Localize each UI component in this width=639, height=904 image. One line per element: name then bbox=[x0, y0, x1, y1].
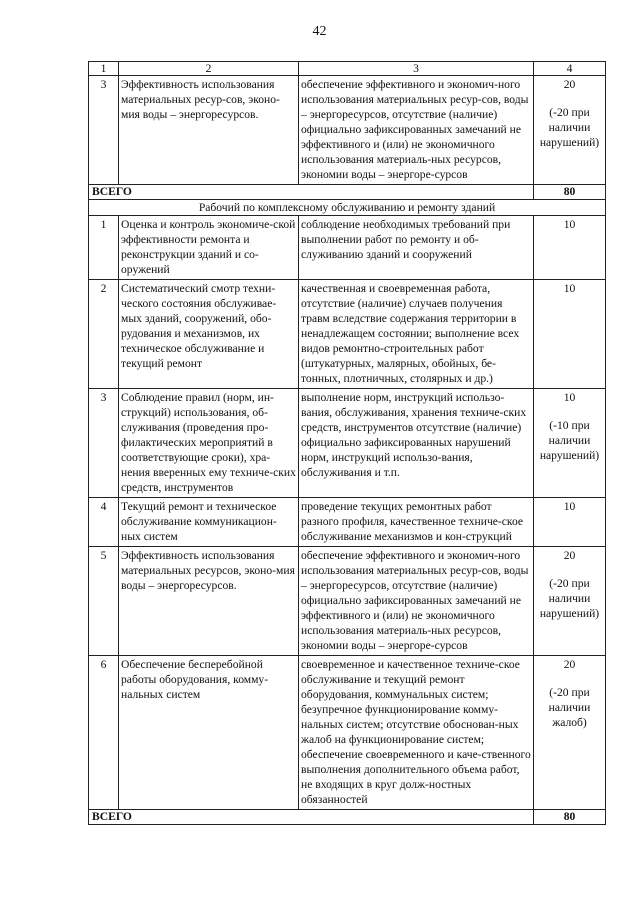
row-number: 1 bbox=[89, 216, 119, 280]
table-row bbox=[89, 280, 606, 389]
indicator-cell: выполнение норм, инструкций использо-вания, обслуживания, хранения техниче-ских средств, инструментов отсутствие (наличие) официально зафиксированных нарушений норм, инструкций использо-вания, обслуживания и т.п. bbox=[299, 389, 534, 498]
points-cell bbox=[534, 216, 606, 280]
indicator-cell: обеспечение эффективного и экономич-ного использования материальных ресур-сов, воды – энергоресурсов, отсутствие (наличие) официально зафиксированных замечаний не эффективного и (или) не экономичного использования материаль-ных ресурсов, экономии воды – энергоре-сурсов bbox=[299, 547, 534, 656]
points-value: 20 bbox=[563, 78, 576, 91]
row-number: 3 bbox=[89, 76, 119, 185]
points-cell bbox=[534, 547, 606, 656]
criteria-table bbox=[88, 61, 606, 825]
row-number: 4 bbox=[89, 498, 119, 547]
points-cell bbox=[534, 76, 606, 185]
points-value: 10 bbox=[563, 391, 576, 404]
points-cell bbox=[534, 656, 606, 810]
points-value: 10 bbox=[563, 282, 576, 295]
criterion-cell: Соблюдение правил (норм, ин-струкций) использования, об-служивания (проведения про-филактических мероприятий в соответствующие сроки), хра-нения вверенных ему техниче-ских средств, инструментов bbox=[119, 389, 299, 498]
points-value: 10 bbox=[563, 218, 576, 231]
row-number: 5 bbox=[89, 547, 119, 656]
column-number: 1 bbox=[89, 62, 119, 76]
indicator-cell: обеспечение эффективного и экономич-ного использования материальных ресур-сов, воды – энергоресурсов, отсутствие (наличие) официально зафиксированных замечаний не эффективного и (или) не экономичного использования материаль-ных ресурсов, экономии воды – энергоре-сурсов bbox=[299, 76, 534, 185]
points-cell bbox=[534, 280, 606, 389]
column-number: 2 bbox=[119, 62, 299, 76]
total-value: 80 bbox=[534, 810, 606, 825]
column-number: 3 bbox=[299, 62, 534, 76]
points-value: 10 bbox=[563, 500, 576, 513]
column-number: 4 bbox=[534, 62, 606, 76]
page-number: 42 bbox=[312, 24, 327, 39]
indicator-cell: своевременное и качественное техниче-ское обслуживание и текущий ремонт оборудования, коммунальных систем; безупречное функционирование комму-нальных систем; отсутствие обоснован-ных жалоб на функционирование систем; обеспечение своевременного и каче-ственного выполнения дополнительного объема работ, не входящих в круг долж-ностных обязанностей bbox=[299, 656, 534, 810]
criterion-cell: Обеспечение бесперебойной работы оборудования, комму-нальных систем bbox=[119, 656, 299, 810]
points-note: (-10 при наличии нарушений) bbox=[539, 419, 600, 462]
table-row bbox=[89, 389, 606, 498]
points-note: (-20 при наличии нарушений) bbox=[539, 577, 600, 620]
total-row bbox=[89, 185, 606, 200]
points-value: 20 bbox=[563, 658, 576, 671]
table-row bbox=[89, 547, 606, 656]
criterion-cell: Текущий ремонт и техническое обслуживание коммуникацион-ных систем bbox=[119, 498, 299, 547]
indicator-cell: соблюдение необходимых требований при выполнении работ по ремонту и об-служиванию зданий и сооружений bbox=[299, 216, 534, 280]
criterion-cell: Оценка и контроль экономиче-ской эффективности ремонта и реконструкции зданий и со-оружений bbox=[119, 216, 299, 280]
row-number: 3 bbox=[89, 389, 119, 498]
table-row bbox=[89, 216, 606, 280]
column-number-header bbox=[89, 62, 606, 76]
row-number: 2 bbox=[89, 280, 119, 389]
criterion-cell: Эффективность использования материальных ресурсов, эконо-мия воды – энергоресурсов. bbox=[119, 547, 299, 656]
points-note: (-20 при наличии нарушений) bbox=[539, 106, 600, 149]
criterion-cell: Эффективность использования материальных ресур-сов, эконо-мия воды – энергоресурсов. bbox=[119, 76, 299, 185]
section-title: Рабочий по комплексному обслуживанию и ремонту зданий bbox=[89, 200, 606, 216]
total-label: ВСЕГО bbox=[89, 185, 534, 200]
total-value: 80 bbox=[534, 185, 606, 200]
points-cell bbox=[534, 389, 606, 498]
total-row bbox=[89, 810, 606, 825]
section-heading-row bbox=[89, 200, 606, 216]
table-row bbox=[89, 76, 606, 185]
indicator-cell: качественная и своевременная работа, отсутствие (наличие) случаев получения травм вследствие содержания территории в ненадлежащем состоянии; выполнение всех видов ремонтно-строительных работ (штукатурных, малярных, обойных, бе-тонных, плотничных, столярных и др.) bbox=[299, 280, 534, 389]
table-row bbox=[89, 656, 606, 810]
points-note: (-20 при наличии жалоб) bbox=[548, 686, 591, 729]
points-cell bbox=[534, 498, 606, 547]
criterion-cell: Систематический смотр техни-ческого состояния обслуживае-мых зданий, сооружений, обо-рудования и механизмов, их техническое обслуживание и текущий ремонт bbox=[119, 280, 299, 389]
points-value: 20 bbox=[563, 549, 576, 562]
row-number: 6 bbox=[89, 656, 119, 810]
indicator-cell: проведение текущих ремонтных работ разного профиля, качественное техниче-ское обслуживание механизмов и кон-струкций bbox=[299, 498, 534, 547]
total-label: ВСЕГО bbox=[89, 810, 534, 825]
table-row bbox=[89, 498, 606, 547]
